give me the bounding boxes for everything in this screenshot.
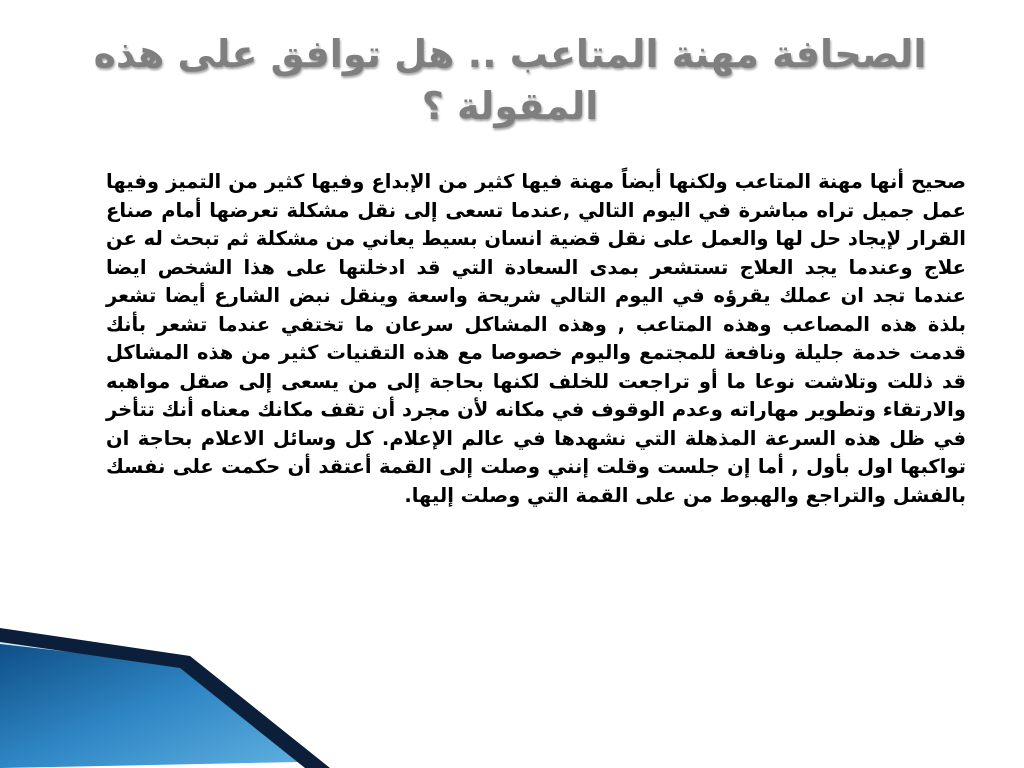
slide-title: الصحافة مهنة المتاعب .. هل توافق على هذه المقولة ؟ <box>93 32 927 128</box>
corner-swoosh-decoration <box>0 628 330 768</box>
slide-body-text: صحيح أنها مهنة المتاعب ولكنها أيضاً مهنة فيها كثير من الإبداع وفيها كثير من التميز وفيها عمل جميل تراه مباشرة في اليوم التالي ,عندما تسعى إلى نقل مشكلة تعرضها أمام صناع القرار لإيجاد حل لها والعمل على نقل قضية انسان بسيط يعاني من مشكلة ثم تبحث له عن علاج وعندما يجد العلاج تستشعر بمدى السعادة التي قد ادخلتها على هذا الشخص ايضا عندما تجد ان عملك يقرؤه في اليوم التالي شريحة واسعة وينقل نبض الشارع أيضا تشعر بلذة هذه المصاعب وهذه المتاعب , وهذه المشاكل سرعان ما تختفي عندما تشعر بأنك قدمت خدمة جليلة ونافعة للمجتمع واليوم خصوصا مع هذه التقنيات كثير من هذه المشاكل قد ذللت وتلاشت نوعا ما أو تراجعت للخلف لكنها بحاجة إلى من يسعى إلى صقل مواهبه والارتقاء وتطوير مهاراته وعدم الوقوف في مكانه لأن مجرد أن تقف مكانك معناه أنك تتأخر في ظل هذه السرعة المذهلة التي نشهدها في عالم الإعلام. كل وسائل الاعلام بحاجة ان تواكبها اول بأول , أما إن جلست وقلت إنني وصلت إلى القمة أعتقد أن حكمت على نفسك بالفشل والتراجع والهبوط من على القمة التي وصلت إليها. <box>106 170 966 507</box>
